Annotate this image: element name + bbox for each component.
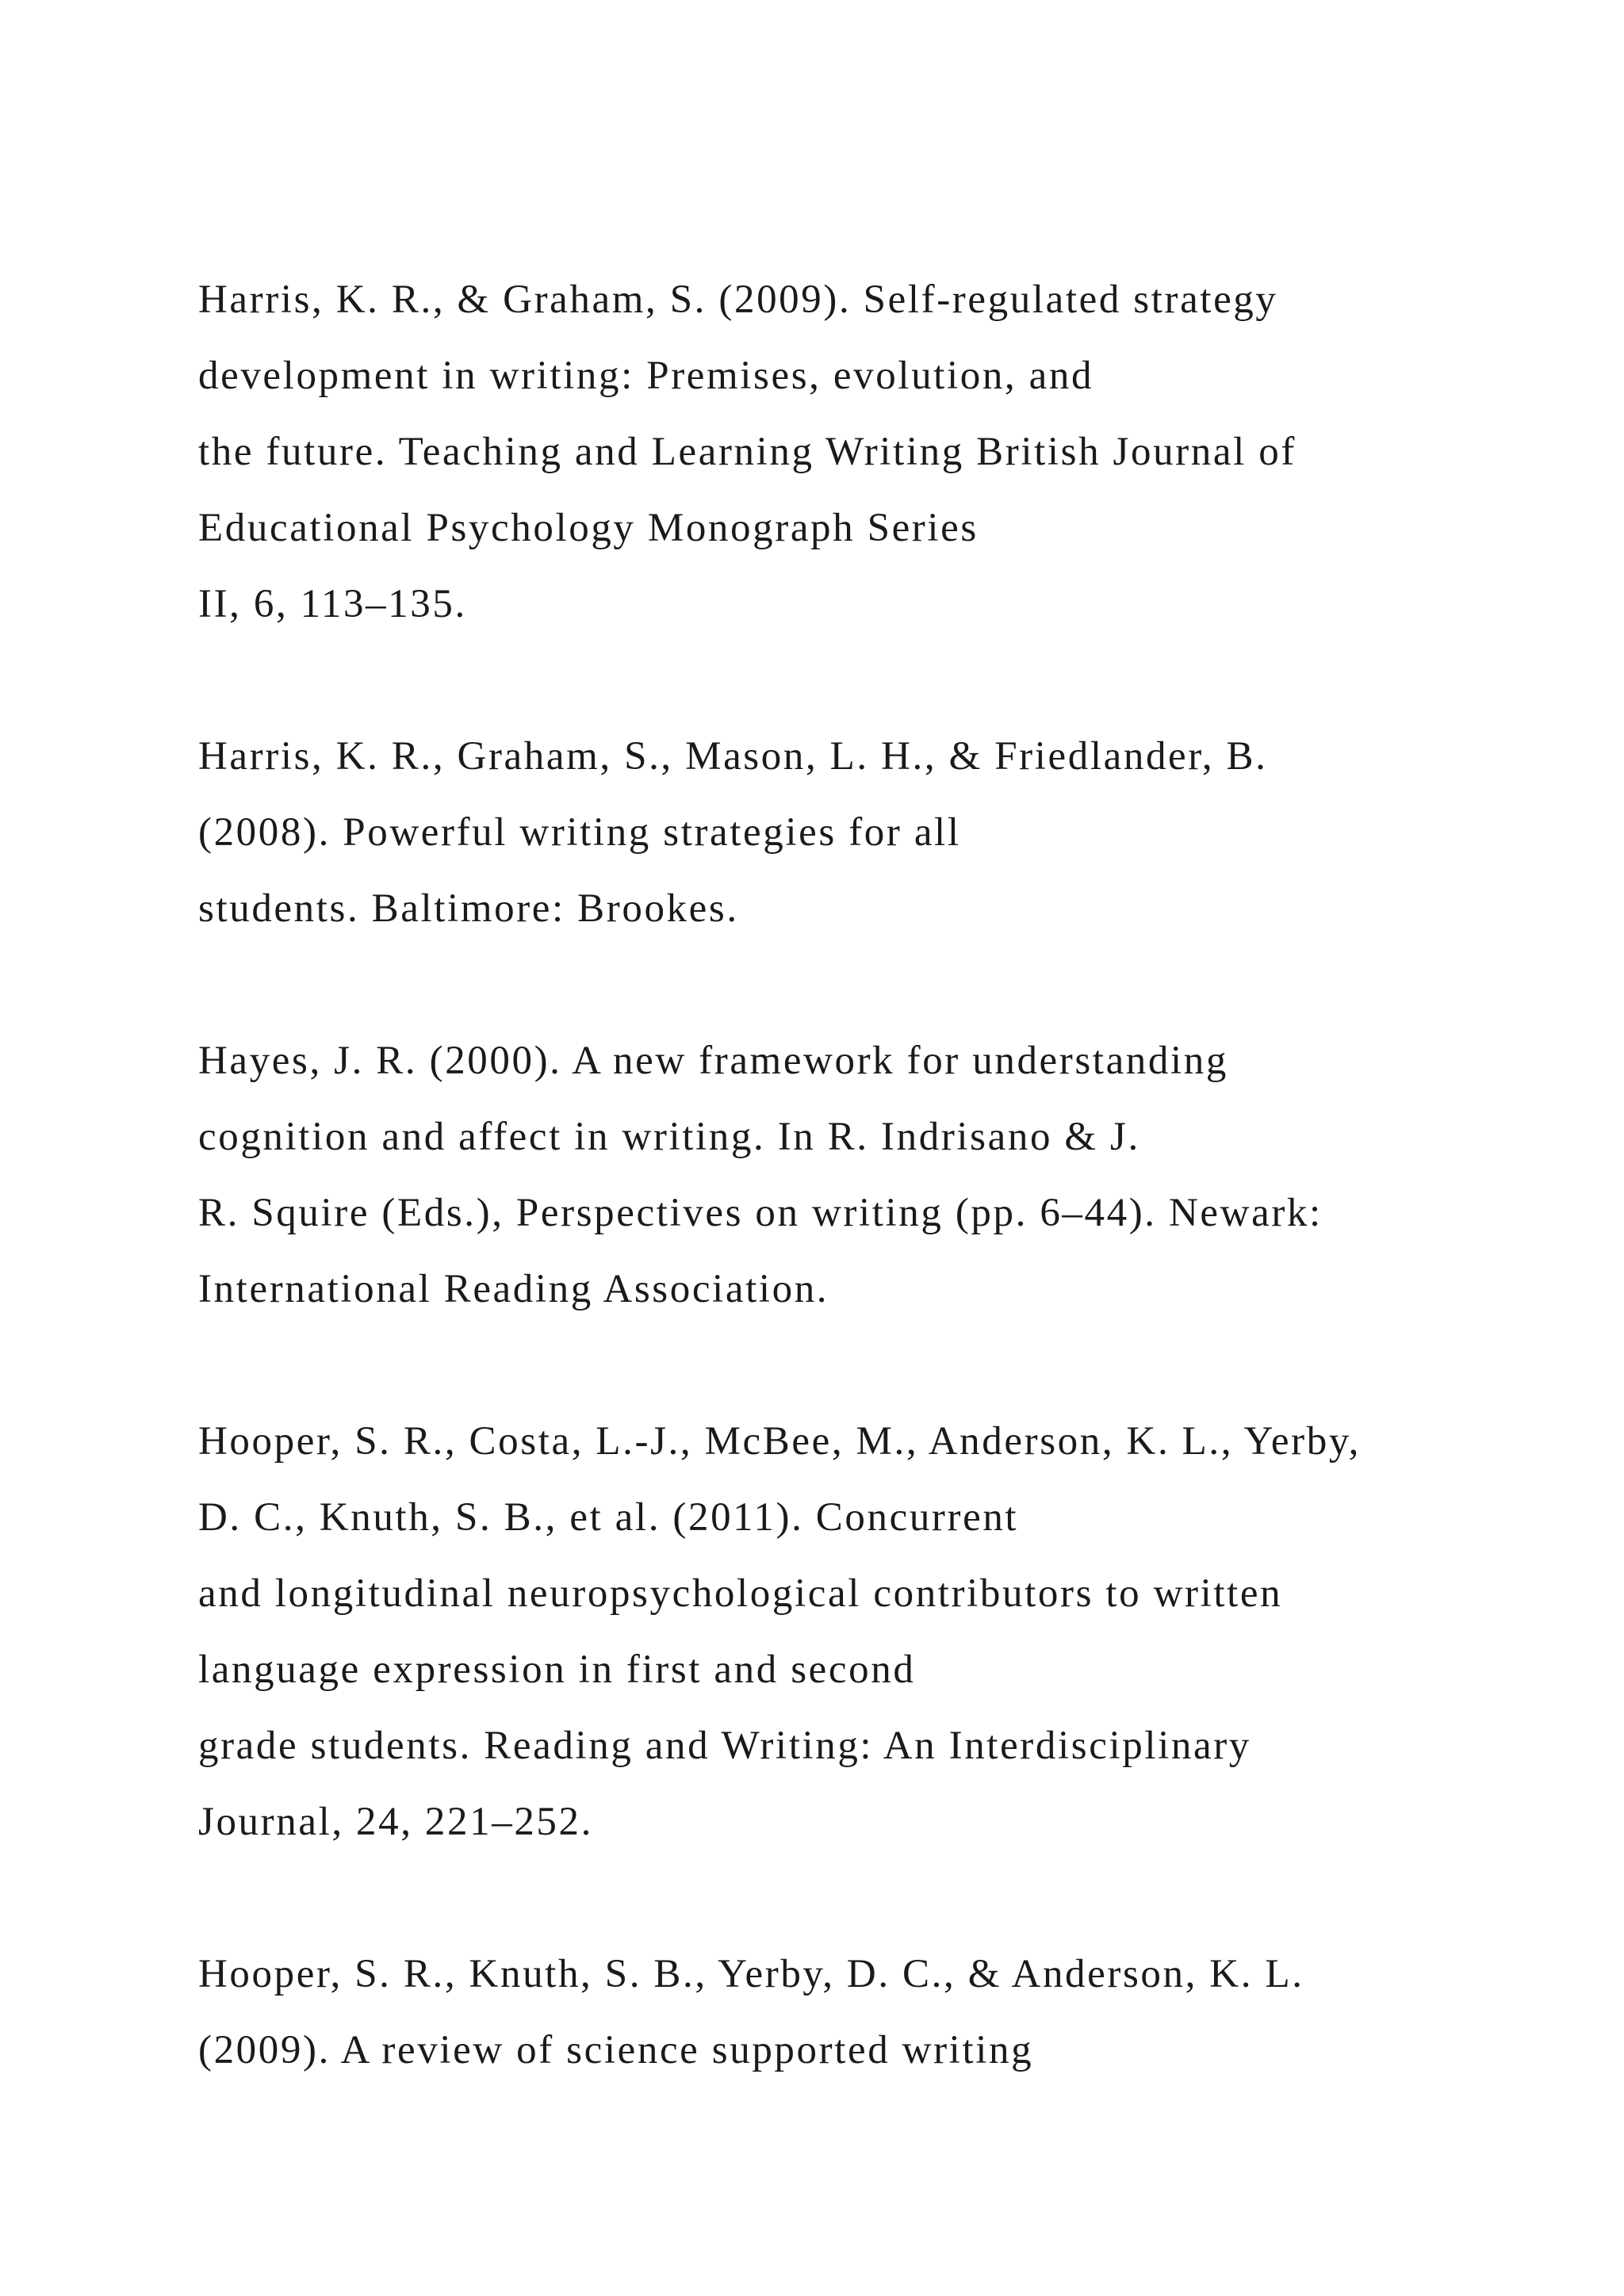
reference-list: [198, 262, 1594, 2164]
reference-entry: [198, 1023, 1594, 1327]
reference-entry: [198, 1936, 1594, 2088]
reference-line: Hayes, J. R. (2000). A new framework for understanding: [198, 1039, 1228, 1083]
reference-line: Hooper, S. R., Costa, L.-J., McBee, M., Anderson, K. L., Yerby,: [198, 1419, 1361, 1464]
reference-line: the future. Teaching and Learning Writing British Journal of: [198, 430, 1297, 474]
reference-line: D. C., Knuth, S. B., et al. (2011). Concurrent: [198, 1495, 1019, 1540]
reference-line: R. Squire (Eds.), Perspectives on writing (pp. 6–44). Newark:: [198, 1191, 1323, 1235]
reference-line: Educational Psychology Monograph Series: [198, 506, 979, 550]
reference-line: and longitudinal neuropsychological contributors to written: [198, 1571, 1283, 1616]
reference-line: Harris, K. R., Graham, S., Mason, L. H., & Friedlander, B.: [198, 734, 1268, 779]
reference-line: students. Baltimore: Brookes.: [198, 886, 739, 931]
reference-line: Harris, K. R., & Graham, S. (2009). Self-regulated strategy: [198, 277, 1278, 322]
reference-line: II, 6, 113–135.: [198, 582, 467, 626]
reference-line: development in writing: Premises, evolution, and: [198, 354, 1094, 398]
reference-line: Journal, 24, 221–252.: [198, 1800, 593, 1844]
reference-line: Hooper, S. R., Knuth, S. B., Yerby, D. C., & Anderson, K. L.: [198, 1952, 1304, 1996]
reference-line: International Reading Association.: [198, 1267, 829, 1311]
reference-line: language expression in first and second: [198, 1647, 916, 1692]
reference-entry: [198, 1403, 1594, 1860]
reference-line: grade students. Reading and Writing: An Interdisciplinary: [198, 1724, 1251, 1768]
reference-line: cognition and affect in writing. In R. Indrisano & J.: [198, 1115, 1140, 1159]
reference-line: (2008). Powerful writing strategies for all: [198, 810, 961, 855]
reference-line: (2009). A review of science supported writing: [198, 2028, 1034, 2072]
reference-entry: [198, 262, 1594, 642]
reference-entry: [198, 718, 1594, 947]
